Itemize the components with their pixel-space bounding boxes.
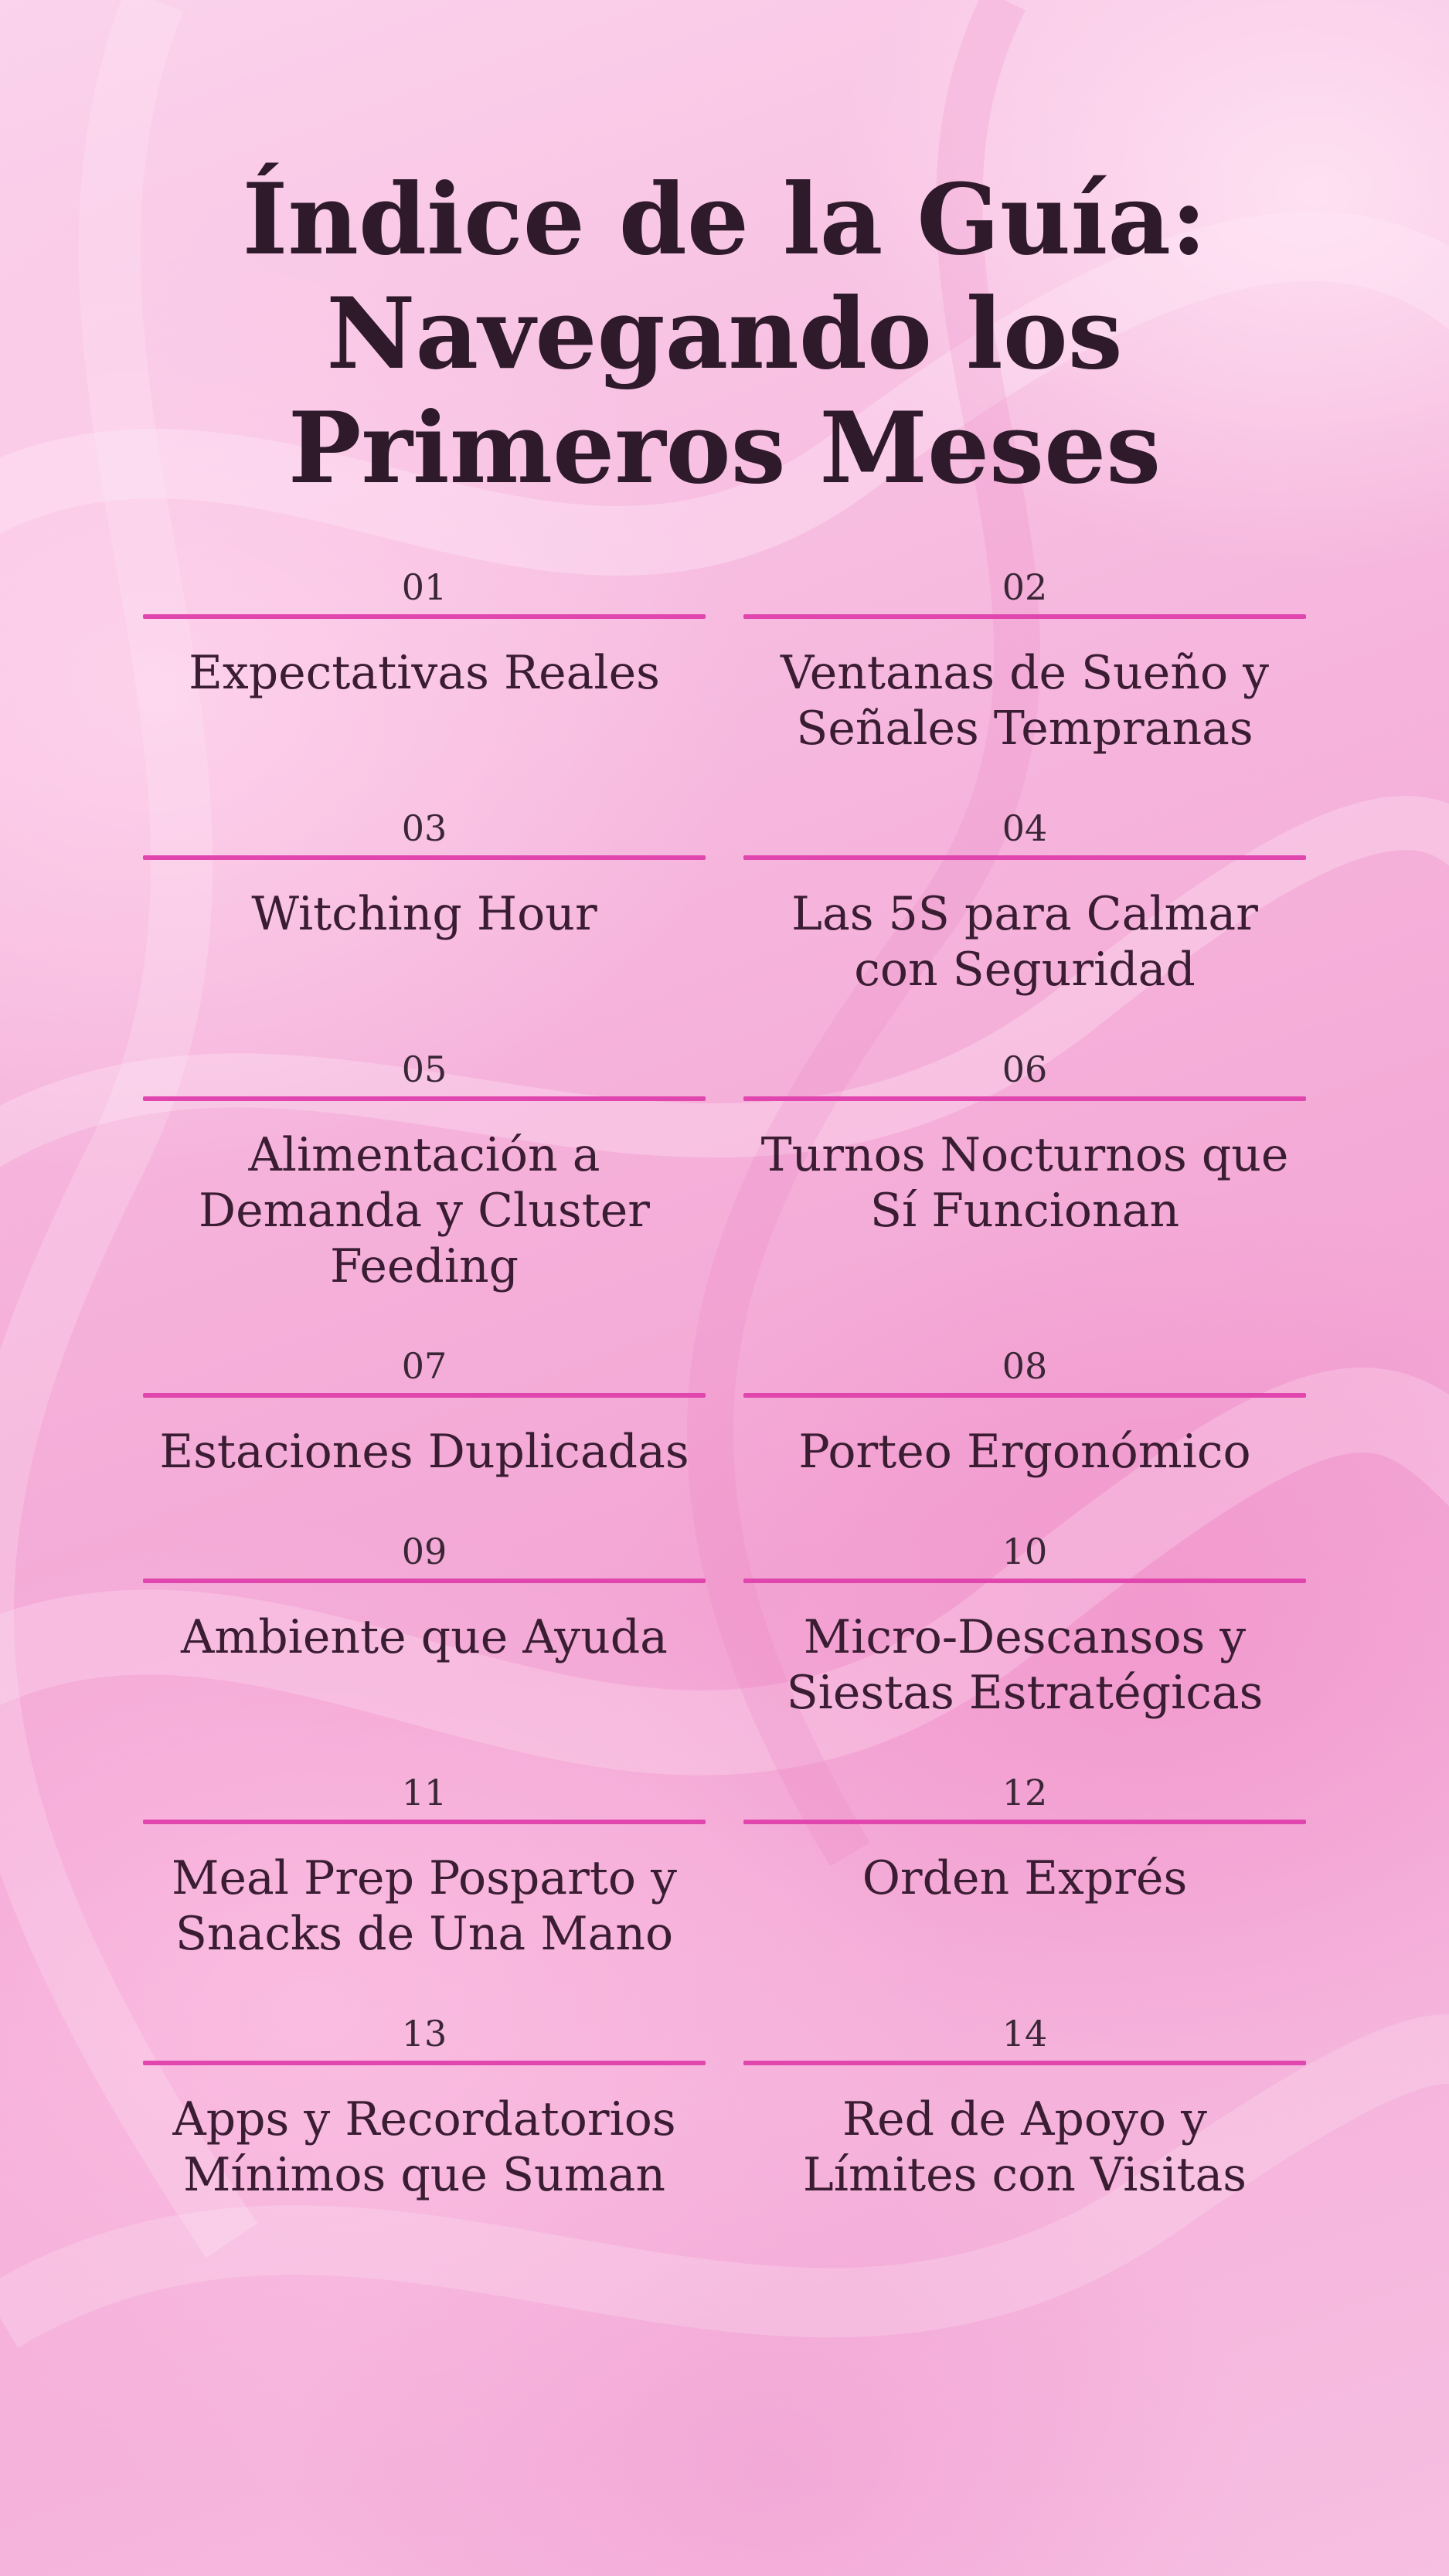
divider [143, 855, 706, 860]
toc-entry-label: Porteo Ergonómico [798, 1425, 1251, 1479]
toc-entry-number: 02 [1002, 566, 1048, 608]
toc-entry-label: Alimentación a Demanda y Cluster Feeding [199, 1128, 650, 1293]
toc-entry-03[interactable] [143, 801, 706, 997]
toc-row [143, 1042, 1306, 1294]
toc-entry-label: Orden Exprés [862, 1851, 1188, 1905]
divider [743, 2061, 1306, 2065]
toc-entry-number: 08 [1002, 1345, 1048, 1387]
toc-row [143, 1524, 1306, 1721]
divider [143, 1820, 706, 1824]
toc-entry-label: Micro-Descansos y Siestas Estratégicas [786, 1610, 1264, 1720]
page-title: Índice de la Guía: Navegando los Primeros Meses [242, 162, 1207, 505]
toc-entry-number: 07 [401, 1345, 447, 1387]
toc-row [143, 2007, 1306, 2203]
toc-entry-12[interactable] [743, 1765, 1306, 1962]
toc-entry-label: Ventanas de Sueño y Señales Tempranas [780, 646, 1270, 756]
toc-entry-04[interactable] [743, 801, 1306, 997]
toc-entry-label: Las 5S para Calmar con Seguridad [791, 887, 1258, 997]
toc-entry-number: 04 [1002, 807, 1048, 849]
divider [143, 1579, 706, 1583]
toc-entry-number: 09 [401, 1531, 447, 1572]
toc-row [143, 560, 1306, 756]
toc-entry-label: Meal Prep Posparto y Snacks de Una Mano [172, 1851, 677, 1961]
toc-entry-number: 11 [401, 1772, 447, 1813]
toc-row [143, 1339, 1306, 1480]
toc-row [143, 1765, 1306, 1962]
toc-entry-07[interactable] [143, 1339, 706, 1480]
toc-entry-number: 12 [1002, 1772, 1048, 1813]
toc-entry-number: 14 [1002, 2013, 1048, 2054]
divider [743, 614, 1306, 619]
toc-entry-06[interactable] [743, 1042, 1306, 1294]
toc-entry-label: Turnos Nocturnos que Sí Funcionan [760, 1128, 1289, 1238]
divider [743, 1820, 1306, 1824]
divider [743, 1579, 1306, 1583]
toc-entry-10[interactable] [743, 1524, 1306, 1721]
toc-entry-14[interactable] [743, 2007, 1306, 2203]
toc-entry-label: Apps y Recordatorios Mínimos que Suman [172, 2092, 676, 2202]
toc-row [143, 801, 1306, 997]
divider [143, 1393, 706, 1398]
divider [743, 1393, 1306, 1398]
toc-entry-number: 06 [1002, 1048, 1048, 1090]
toc-entry-number: 13 [401, 2013, 447, 2054]
toc-entry-label: Witching Hour [251, 887, 597, 941]
toc-entry-11[interactable] [143, 1765, 706, 1962]
toc-entry-number: 05 [401, 1048, 447, 1090]
divider [143, 614, 706, 619]
divider [743, 1096, 1306, 1101]
toc-entry-13[interactable] [143, 2007, 706, 2203]
toc-entry-01[interactable] [143, 560, 706, 756]
toc-entry-number: 01 [401, 566, 447, 608]
toc-entry-label: Ambiente que Ayuda [181, 1610, 668, 1664]
toc-entry-08[interactable] [743, 1339, 1306, 1480]
toc-entry-label: Red de Apoyo y Límites con Visitas [802, 2092, 1247, 2202]
divider [143, 2061, 706, 2065]
divider [143, 1096, 706, 1101]
toc-entry-label: Expectativas Reales [189, 646, 660, 700]
divider [743, 855, 1306, 860]
toc-entry-05[interactable] [143, 1042, 706, 1294]
toc-entry-number: 03 [401, 807, 447, 849]
toc-entry-02[interactable] [743, 560, 1306, 756]
toc-entry-09[interactable] [143, 1524, 706, 1721]
toc-entry-label: Estaciones Duplicadas [159, 1425, 689, 1479]
toc-entry-number: 10 [1002, 1531, 1048, 1572]
table-of-contents [143, 560, 1306, 2203]
